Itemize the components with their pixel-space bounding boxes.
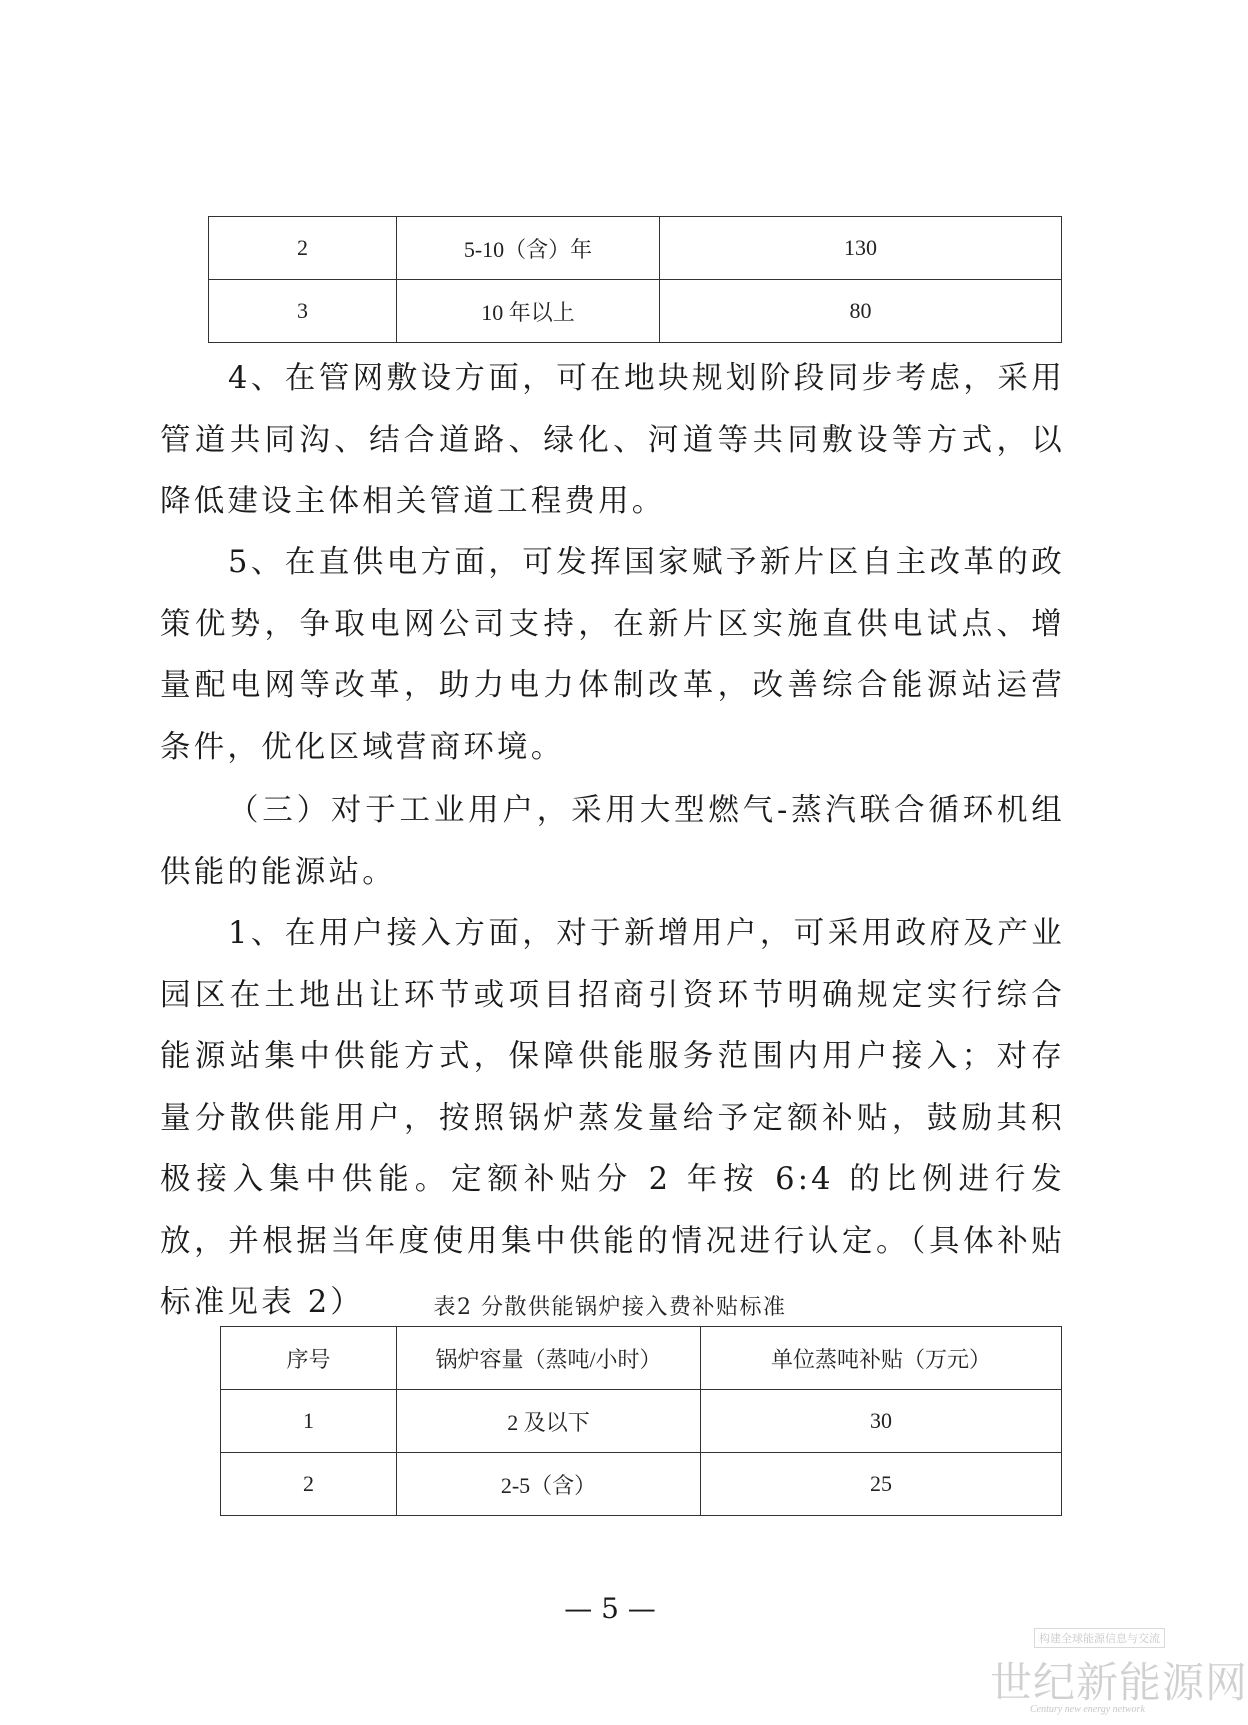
table-cell-capacity: 2-5（含）	[397, 1453, 701, 1516]
watermark-logo-text: 世纪新能源网	[990, 1658, 1248, 1707]
watermark-english: Century new energy network	[1030, 1704, 1145, 1715]
table-cell-subsidy: 30	[701, 1390, 1062, 1453]
table-header-no: 序号	[221, 1327, 397, 1390]
table-header-capacity: 锅炉容量（蒸吨/小时）	[397, 1327, 701, 1390]
table-cell-no: 3	[209, 280, 397, 343]
table-cell-value: 130	[660, 217, 1062, 280]
table-cell-no: 1	[221, 1390, 397, 1453]
watermark-tagline: 构建全球能源信息与交流	[1034, 1628, 1165, 1648]
table-cell-range: 5-10（含）年	[397, 217, 660, 280]
table-cell-range: 10 年以上	[397, 280, 660, 343]
table-row	[209, 280, 1062, 343]
subsidy-table	[220, 1326, 1062, 1516]
table-cell-capacity: 2 及以下	[397, 1390, 701, 1453]
paragraph-user-access: 1、在用户接入方面，对于新增用户，可采用政府及产业园区在土地出让环节或项目招商引资环节明确规定实行综合能源站集中供能方式，保障供能服务范围内用户接入；对存量分散供能用户，按照锅炉蒸发量给予定额补贴，鼓励其积极接入集中供能。定额补贴分 2 年按 6:4 的比例进行发放，并根据当年度使用集中供能的情况进行认定。（具体补贴标准见表 2）	[160, 916, 1065, 1320]
paragraph-pipe-network: 4、在管网敷设方面，可在地块规划阶段同步考虑，采用管道共同沟、结合道路、绿化、河道等共同敷设等方式，以降低建设主体相关管道工程费用。	[160, 361, 1065, 519]
table-row	[209, 217, 1062, 280]
page-number: — 5 —	[564, 1592, 656, 1625]
paragraph-industrial-users: （三）对于工业用户，采用大型燃气-蒸汽联合循环机组供能的能源站。	[160, 793, 1065, 890]
table-cell-no: 2	[209, 217, 397, 280]
table-header-subsidy: 单位蒸吨补贴（万元）	[701, 1327, 1062, 1390]
table-row	[221, 1390, 1062, 1453]
paragraph-direct-power-supply: 5、在直供电方面，可发挥国家赋予新片区自主改革的政策优势，争取电网公司支持，在新片区实施直供电试点、增量配电网等改革，助力电力体制改革，改善综合能源站运营条件，优化区域营商环境。	[160, 545, 1065, 765]
site-watermark	[990, 1628, 1248, 1718]
continued-table	[208, 216, 1062, 343]
table-cell-no: 2	[221, 1453, 397, 1516]
table-cell-value: 80	[660, 280, 1062, 343]
table-row	[221, 1453, 1062, 1516]
table-header-row	[221, 1327, 1062, 1390]
table-cell-subsidy: 25	[701, 1453, 1062, 1516]
table-caption: 表2 分散供能锅炉接入费补贴标准	[433, 1295, 787, 1320]
